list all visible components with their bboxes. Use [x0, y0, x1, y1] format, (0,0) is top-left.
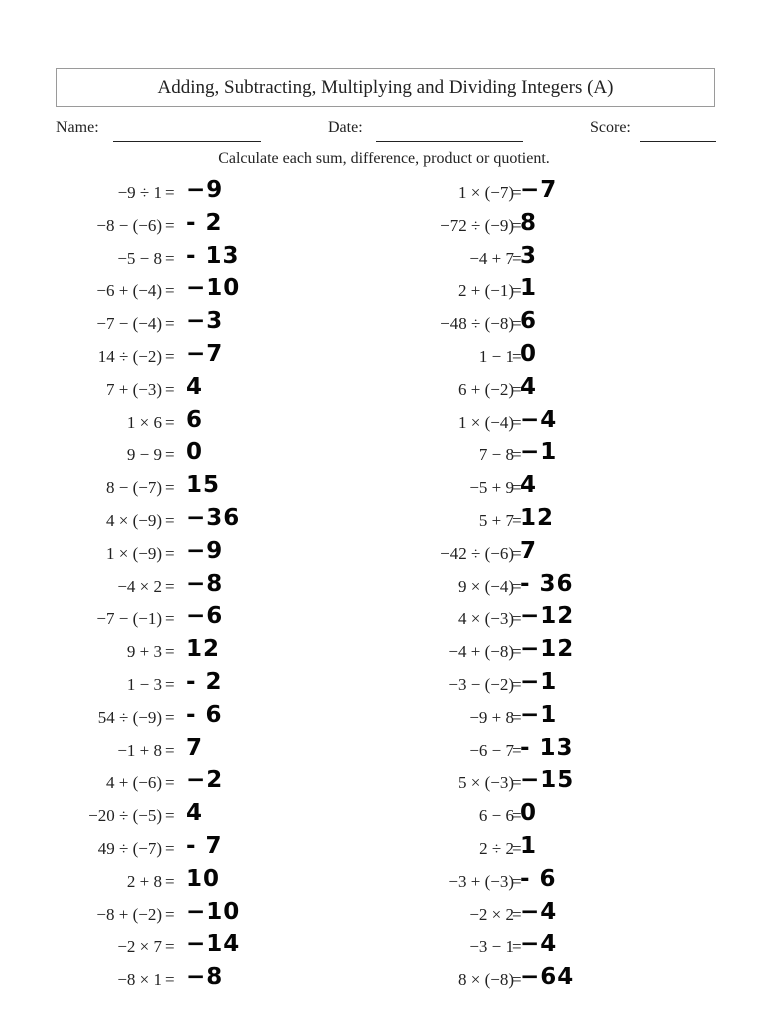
- right-handwritten-answer: 7: [520, 537, 538, 564]
- left-problem-expression: 1 × (−9): [106, 543, 162, 563]
- problem-row: [0, 341, 768, 374]
- right-equals-sign: =: [512, 740, 522, 760]
- problem-row: [0, 374, 768, 407]
- right-equals-sign: =: [512, 937, 522, 957]
- left-handwritten-answer: −10: [186, 275, 241, 302]
- right-handwritten-answer: 1: [520, 275, 538, 302]
- left-problem-expression: 7 + (−3): [106, 379, 162, 399]
- problem-row: [0, 636, 768, 669]
- right-handwritten-answer: 3: [520, 242, 538, 269]
- problem-row: [0, 899, 768, 932]
- right-equals-sign: =: [512, 839, 522, 858]
- right-problem-expression: 1 × (−4): [458, 412, 514, 432]
- left-problem-expression: −20 ÷ (−5): [88, 806, 162, 826]
- right-handwritten-answer: −15: [520, 767, 575, 794]
- right-equals-sign: =: [512, 281, 522, 301]
- left-handwritten-answer: −9: [186, 537, 224, 564]
- right-problem-expression: −72 ÷ (−9): [440, 215, 514, 235]
- right-handwritten-answer: 0: [520, 341, 538, 367]
- left-handwritten-answer: - 13: [186, 242, 240, 269]
- problem-row: [0, 800, 768, 833]
- left-problem-expression: −7 − (−1): [96, 609, 162, 629]
- left-problem-expression: −5 − 8: [117, 248, 162, 268]
- left-handwritten-answer: −7: [186, 341, 224, 367]
- right-equals-sign: =: [512, 871, 522, 891]
- left-problem-expression: 54 ÷ (−9): [97, 707, 162, 727]
- left-equals-sign: =: [165, 740, 175, 760]
- right-equals-sign: =: [512, 347, 522, 366]
- problem-row: [0, 571, 768, 604]
- score-blank: [640, 141, 716, 142]
- left-handwritten-answer: −14: [186, 931, 241, 958]
- right-problem-expression: 6 − 6: [478, 806, 514, 826]
- problem-row: [0, 603, 768, 636]
- right-problem-expression: −3 − (−2): [448, 675, 514, 694]
- left-handwritten-answer: 15: [186, 472, 221, 499]
- problem-row: [0, 275, 768, 308]
- right-problem-expression: −2 × 2: [469, 904, 514, 924]
- right-problem-expression: −48 ÷ (−8): [440, 314, 514, 334]
- left-equals-sign: =: [165, 412, 175, 432]
- problem-row: [0, 735, 768, 768]
- right-problem-expression: 5 + 7: [478, 511, 514, 530]
- problem-row: [0, 702, 768, 735]
- right-handwritten-answer: - 36: [520, 570, 574, 597]
- left-problem-expression: 14 ÷ (−2): [97, 347, 162, 366]
- left-handwritten-answer: 0: [186, 439, 204, 466]
- left-problem-expression: −8 + (−2): [96, 904, 162, 924]
- left-equals-sign: =: [165, 609, 175, 629]
- left-problem-expression: −1 + 8: [117, 740, 162, 760]
- right-problem-expression: −4 + 7: [469, 248, 514, 268]
- left-equals-sign: =: [165, 904, 175, 924]
- left-problem-expression: 1 − 3: [126, 675, 162, 694]
- left-equals-sign: =: [165, 937, 175, 957]
- left-problem-expression: −8 × 1: [117, 970, 162, 990]
- left-problem-expression: 4 + (−6): [106, 773, 162, 793]
- right-problem-expression: −3 + (−3): [448, 871, 514, 891]
- left-equals-sign: =: [165, 248, 175, 268]
- left-equals-sign: =: [165, 379, 175, 399]
- right-handwritten-answer: 1: [520, 833, 538, 859]
- problem-row: [0, 538, 768, 571]
- right-handwritten-answer: −12: [520, 636, 575, 663]
- left-problem-expression: −7 − (−4): [96, 314, 162, 334]
- left-handwritten-answer: 10: [186, 865, 221, 892]
- right-handwritten-answer: −12: [520, 603, 575, 630]
- right-equals-sign: =: [512, 543, 522, 563]
- right-handwritten-answer: 8: [520, 209, 538, 236]
- left-handwritten-answer: - 7: [186, 833, 223, 859]
- right-handwritten-answer: 4: [520, 472, 538, 499]
- left-handwritten-answer: −10: [186, 898, 241, 925]
- right-equals-sign: =: [512, 379, 522, 399]
- left-equals-sign: =: [165, 347, 175, 366]
- right-equals-sign: =: [512, 904, 522, 924]
- right-handwritten-answer: −1: [520, 439, 558, 466]
- right-problem-expression: 1 × (−7): [458, 183, 514, 202]
- right-equals-sign: =: [512, 642, 522, 662]
- right-handwritten-answer: −4: [520, 898, 558, 925]
- problem-row: [0, 833, 768, 866]
- left-equals-sign: =: [165, 445, 175, 465]
- right-equals-sign: =: [512, 412, 522, 432]
- left-problem-expression: 2 + 8: [126, 871, 162, 891]
- right-problem-expression: 2 ÷ 2: [479, 839, 514, 858]
- right-equals-sign: =: [512, 773, 522, 793]
- left-handwritten-answer: - 6: [186, 701, 223, 728]
- right-handwritten-answer: −1: [520, 701, 558, 728]
- right-equals-sign: =: [512, 478, 522, 498]
- right-equals-sign: =: [512, 806, 522, 826]
- right-handwritten-answer: −4: [520, 931, 558, 958]
- right-problem-expression: −42 ÷ (−6): [440, 543, 514, 563]
- left-handwritten-answer: −8: [186, 964, 224, 991]
- right-equals-sign: =: [512, 183, 522, 202]
- right-equals-sign: =: [512, 576, 522, 596]
- worksheet-title: Adding, Subtracting, Multiplying and Dividing Integers (A): [56, 68, 715, 107]
- left-handwritten-answer: 7: [186, 734, 204, 761]
- left-equals-sign: =: [165, 773, 175, 793]
- left-equals-sign: =: [165, 871, 175, 891]
- left-problem-expression: −8 − (−6): [96, 215, 162, 235]
- left-problem-expression: −6 + (−4): [96, 281, 162, 301]
- left-handwritten-answer: 12: [186, 636, 221, 663]
- left-handwritten-answer: −2: [186, 767, 224, 794]
- left-equals-sign: =: [165, 183, 175, 202]
- left-handwritten-answer: - 2: [186, 209, 223, 236]
- left-equals-sign: =: [165, 511, 175, 530]
- right-problem-expression: −3 − 1: [469, 937, 514, 957]
- problem-row: [0, 767, 768, 800]
- left-equals-sign: =: [165, 543, 175, 563]
- right-problem-expression: −5 + 9: [469, 478, 514, 498]
- right-handwritten-answer: −1: [520, 669, 558, 695]
- left-equals-sign: =: [165, 314, 175, 334]
- right-handwritten-answer: −7: [520, 177, 558, 203]
- problem-row: [0, 472, 768, 505]
- right-equals-sign: =: [512, 707, 522, 727]
- right-problem-expression: 6 + (−2): [458, 379, 514, 399]
- problem-row: [0, 177, 768, 210]
- name-label: Name:: [56, 119, 99, 136]
- right-problem-expression: −9 + 8: [469, 707, 514, 727]
- right-handwritten-answer: - 13: [520, 734, 574, 761]
- left-problem-expression: 8 − (−7): [106, 478, 162, 498]
- right-handwritten-answer: 6: [520, 308, 538, 335]
- right-problem-expression: 4 × (−3): [458, 609, 514, 629]
- right-equals-sign: =: [512, 445, 522, 465]
- right-handwritten-answer: 12: [520, 505, 555, 531]
- right-equals-sign: =: [512, 675, 522, 694]
- problem-row: [0, 866, 768, 899]
- left-problem-expression: 9 − 9: [126, 445, 162, 465]
- left-equals-sign: =: [165, 806, 175, 826]
- problem-row: [0, 407, 768, 440]
- right-handwritten-answer: 0: [520, 800, 538, 827]
- problem-row: [0, 669, 768, 702]
- left-handwritten-answer: - 2: [186, 669, 223, 695]
- left-handwritten-answer: −3: [186, 308, 224, 335]
- left-equals-sign: =: [165, 839, 175, 858]
- left-problem-expression: −2 × 7: [117, 937, 162, 957]
- problem-row: [0, 964, 768, 997]
- left-problem-expression: 49 ÷ (−7): [97, 839, 162, 858]
- left-equals-sign: =: [165, 281, 175, 301]
- left-handwritten-answer: 4: [186, 800, 204, 827]
- right-equals-sign: =: [512, 215, 522, 235]
- left-equals-sign: =: [165, 970, 175, 990]
- left-equals-sign: =: [165, 215, 175, 235]
- right-equals-sign: =: [512, 970, 522, 990]
- right-problem-expression: 5 × (−3): [458, 773, 514, 793]
- right-problem-expression: −6 − 7: [469, 740, 514, 760]
- left-problem-expression: −4 × 2: [117, 576, 162, 596]
- right-problem-expression: 1 − 1: [478, 347, 514, 366]
- left-handwritten-answer: −8: [186, 570, 224, 597]
- left-equals-sign: =: [165, 478, 175, 498]
- score-label: Score:: [590, 119, 631, 136]
- right-problem-expression: 8 × (−8): [458, 970, 514, 990]
- right-problem-expression: 2 + (−1): [458, 281, 514, 301]
- left-problem-expression: 9 + 3: [126, 642, 162, 662]
- right-handwritten-answer: −64: [520, 964, 575, 991]
- right-handwritten-answer: - 6: [520, 865, 557, 892]
- left-handwritten-answer: −36: [186, 505, 241, 531]
- right-problem-expression: 9 × (−4): [458, 576, 514, 596]
- instructions: Calculate each sum, difference, product or quotient.: [218, 150, 550, 167]
- right-equals-sign: =: [512, 248, 522, 268]
- problem-row: [0, 439, 768, 472]
- date-blank: [376, 141, 523, 142]
- date-label: Date:: [328, 119, 363, 136]
- right-handwritten-answer: 4: [520, 373, 538, 400]
- right-problem-expression: 7 − 8: [478, 445, 514, 465]
- left-problem-expression: 4 × (−9): [106, 511, 162, 530]
- left-handwritten-answer: −9: [186, 177, 224, 203]
- name-blank: [113, 141, 261, 142]
- right-equals-sign: =: [512, 314, 522, 334]
- left-handwritten-answer: 6: [186, 406, 204, 433]
- left-equals-sign: =: [165, 707, 175, 727]
- right-equals-sign: =: [512, 511, 522, 530]
- problem-row: [0, 931, 768, 964]
- right-problem-expression: −4 + (−8): [448, 642, 514, 662]
- left-problem-expression: 1 × 6: [126, 412, 162, 432]
- problem-row: [0, 505, 768, 538]
- left-handwritten-answer: 4: [186, 373, 204, 400]
- left-equals-sign: =: [165, 576, 175, 596]
- left-handwritten-answer: −6: [186, 603, 224, 630]
- left-problem-expression: −9 ÷ 1: [117, 183, 162, 202]
- left-equals-sign: =: [165, 642, 175, 662]
- problem-row: [0, 210, 768, 243]
- right-handwritten-answer: −4: [520, 406, 558, 433]
- left-equals-sign: =: [165, 675, 175, 694]
- problem-row: [0, 308, 768, 341]
- problem-row: [0, 243, 768, 276]
- right-equals-sign: =: [512, 609, 522, 629]
